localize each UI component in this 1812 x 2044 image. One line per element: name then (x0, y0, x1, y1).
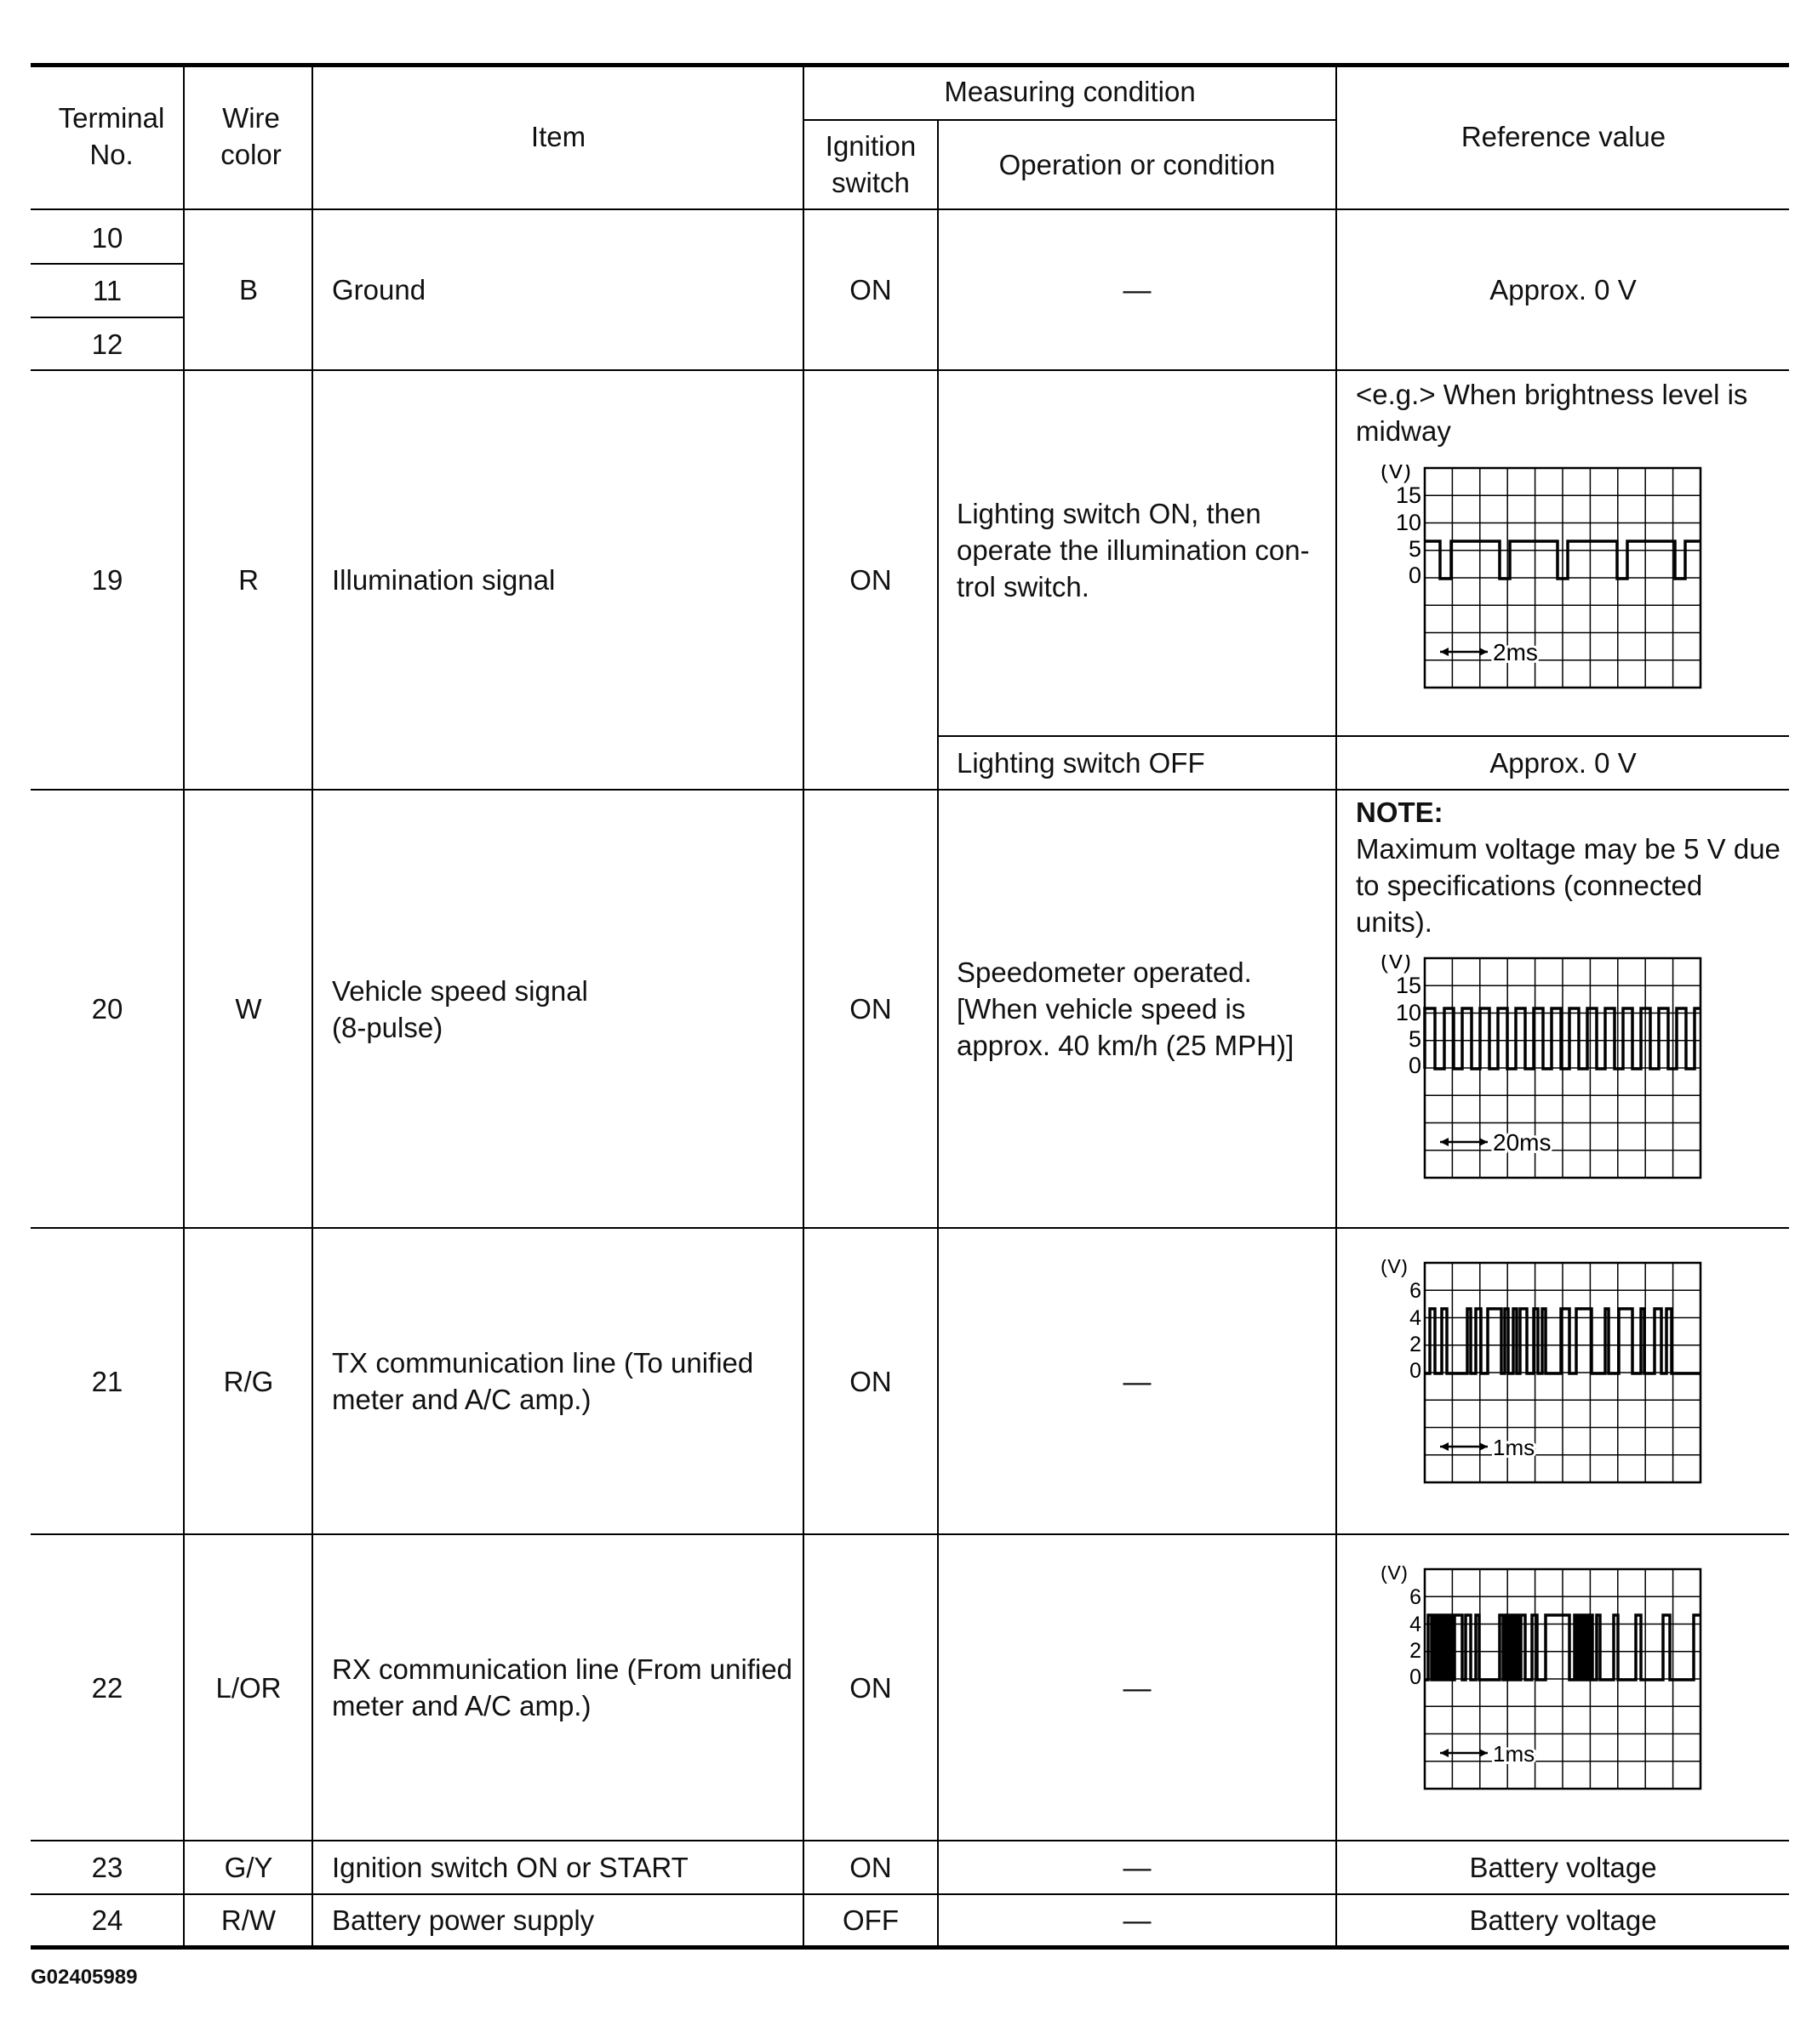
terminal-24: 24 (91, 1904, 123, 1936)
table-top-rule (31, 63, 1789, 67)
scope-unit: (V) (1380, 1566, 1408, 1584)
time-scale-label: 1ms (1493, 1435, 1535, 1460)
scope-unit: (V) (1380, 955, 1411, 973)
operation-19-off: Lighting switch OFF (957, 747, 1205, 779)
scope-ytick: 2 (1409, 1333, 1421, 1356)
terminal-19: 19 (91, 564, 123, 596)
operation-20: Speedometer operated. [When vehicle speed is approx. 40 km/h (25 MPH)] (957, 956, 1295, 1061)
operation-19-on: Lighting switch ON, then operate the illumination con-trol switch. (957, 498, 1310, 602)
ignition-20: ON (849, 993, 892, 1025)
item-22: RX communication line (From unified meter and A/C amp.) (332, 1653, 793, 1721)
reference-ground: Approx. 0 V (1489, 274, 1637, 305)
item-ground: Ground (332, 274, 426, 305)
figure-code: G02405989 (31, 1966, 138, 1989)
note-text-20: Maximum voltage may be 5 V due to specifications (connected units). (1356, 833, 1781, 938)
scope-ytick: 10 (1395, 1000, 1421, 1025)
header-operation-or-condition: Operation or condition (998, 148, 1276, 180)
ignition-23: ON (849, 1852, 892, 1883)
time-scale-label: 1ms (1493, 1741, 1535, 1767)
scope-ytick: 0 (1408, 1053, 1421, 1078)
scope-ytick: 2 (1409, 1639, 1421, 1663)
scope-ytick: 4 (1409, 1306, 1421, 1330)
oscilloscope-tx-communication-line (1380, 1259, 1704, 1489)
ignition-22: ON (849, 1671, 892, 1704)
time-scale-label: 20ms (1493, 1129, 1552, 1156)
rule-10-11 (31, 263, 184, 265)
scope-ytick: 6 (1409, 1279, 1421, 1303)
scope-ytick: 6 (1409, 1585, 1421, 1609)
reference-19-note: <e.g.> When brightness level is midway (1356, 379, 1748, 447)
scope-unit: (V) (1380, 1259, 1408, 1278)
wire-color-24: R/W (220, 1904, 277, 1936)
note-title-20: NOTE: (1356, 796, 1443, 828)
header-ignition-switch: Ignition switch (825, 130, 917, 198)
header-measuring-condition: Measuring condition (944, 75, 1196, 107)
terminal-21: 21 (91, 1365, 123, 1397)
terminal-20: 20 (91, 993, 123, 1025)
wire-color-19: R (238, 564, 259, 596)
reference-24: Battery voltage (1469, 1904, 1657, 1936)
oscilloscope-illumination-signal (1380, 465, 1704, 694)
wire-color-22: L/OR (215, 1671, 282, 1704)
terminal-10: 10 (91, 221, 123, 254)
terminal-23: 23 (91, 1852, 123, 1883)
time-scale-label: 2ms (1493, 639, 1538, 665)
reference-23: Battery voltage (1469, 1852, 1657, 1883)
scope-ytick: 15 (1395, 973, 1421, 998)
header-reference-value: Reference value (1460, 120, 1666, 152)
ignition-19: ON (849, 564, 892, 596)
terminal-22: 22 (91, 1671, 123, 1704)
wire-color-21: R/G (223, 1365, 274, 1397)
scope-ytick: 0 (1409, 1665, 1421, 1689)
reference-19-off: Approx. 0 V (1489, 747, 1637, 779)
oscilloscope-vehicle-speed-signal (1380, 955, 1704, 1185)
item-24: Battery power supply (332, 1904, 595, 1936)
measuring-condition-divider (803, 119, 1336, 121)
scope-unit: (V) (1380, 465, 1411, 483)
wire-color-ground: B (238, 274, 258, 305)
header-item: Item (530, 120, 586, 152)
wire-color-20: W (235, 993, 262, 1025)
oscilloscope-rx-communication-line (1380, 1566, 1704, 1796)
ignition-ground: ON (849, 274, 892, 305)
scope-ytick: 15 (1395, 482, 1421, 508)
item-23: Ignition switch ON or START (332, 1852, 689, 1883)
scope-ytick: 10 (1395, 510, 1421, 535)
item-19: Illumination signal (332, 564, 556, 596)
ignition-24: OFF (843, 1904, 899, 1936)
operation-23: — (1123, 1852, 1152, 1883)
rule-11-12 (31, 317, 184, 318)
scope-ytick: 0 (1408, 562, 1421, 588)
wire-color-23: G/Y (224, 1852, 273, 1883)
scope-ytick: 0 (1409, 1359, 1421, 1383)
terminal-12: 12 (91, 328, 123, 360)
scope-ytick: 5 (1408, 1026, 1421, 1052)
terminal-11: 11 (92, 274, 123, 306)
item-21: TX communication line (To unified meter and A/C amp.) (332, 1347, 754, 1415)
table-bottom-rule (31, 1945, 1789, 1950)
operation-21: — (1123, 1365, 1152, 1397)
ignition-21: ON (849, 1365, 892, 1397)
scope-ytick: 4 (1409, 1613, 1421, 1636)
header-wire-color: Wire color (220, 102, 282, 170)
item-20: Vehicle speed signal (8-pulse) (332, 974, 588, 1043)
operation-22: — (1123, 1671, 1152, 1704)
operation-ground: — (1123, 274, 1152, 305)
operation-24: — (1123, 1904, 1152, 1936)
header-terminal-no: Terminal No. (58, 102, 165, 170)
scope-ytick: 5 (1408, 536, 1421, 562)
